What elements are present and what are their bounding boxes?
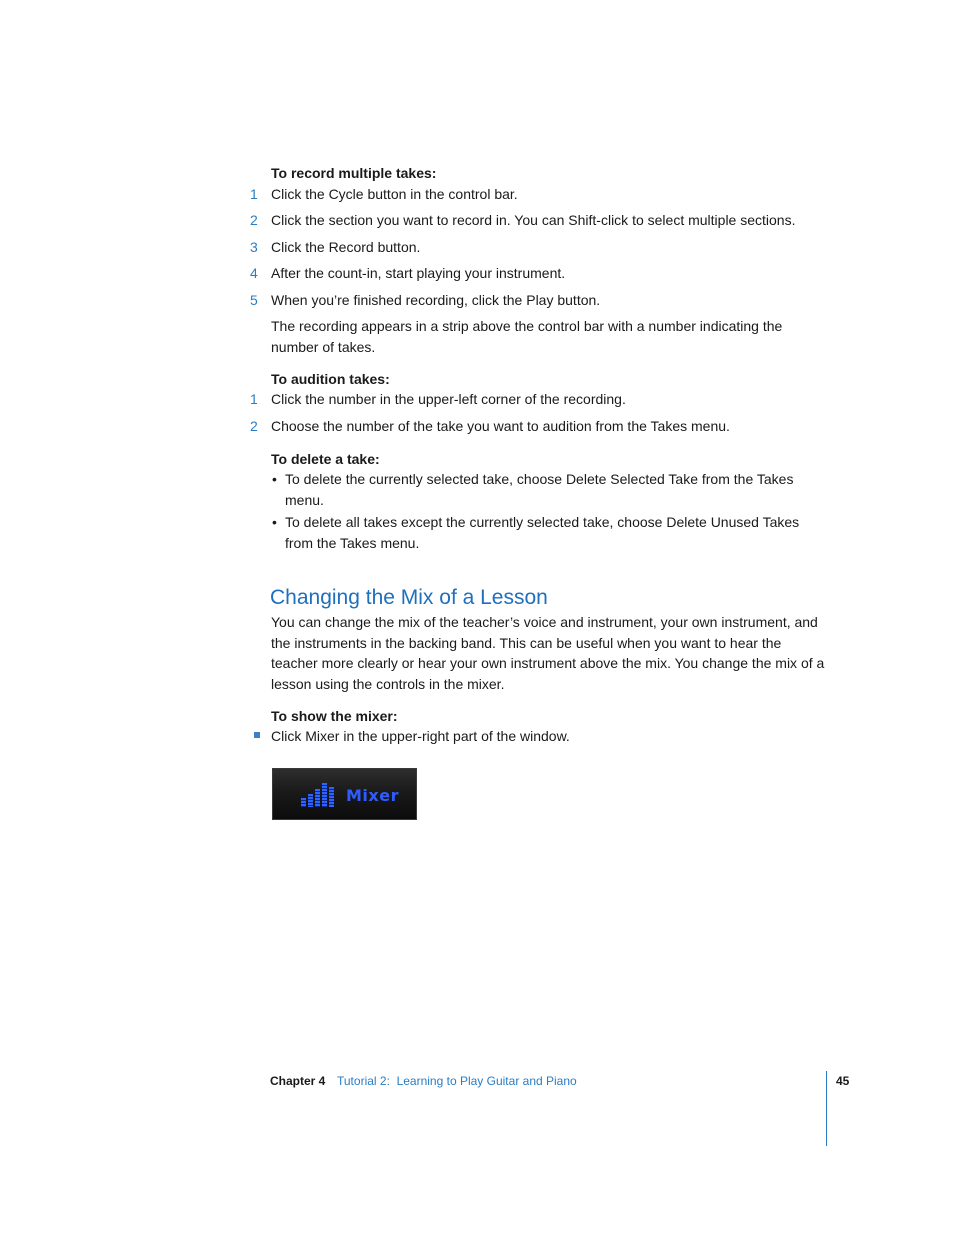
footer-chapter: Chapter 4 (270, 1074, 326, 1088)
bullet-text: To delete the currently selected take, choose Delete Selected Take from the Takes menu. (285, 471, 794, 508)
record-takes-note: The recording appears in a strip above the control bar with a number indicating the number of takes. (271, 318, 783, 355)
step-text: Click the Cycle button in the control bar. (271, 186, 518, 202)
audition-takes-title: To audition takes: (271, 371, 390, 387)
bullet-dot: • (272, 471, 277, 487)
step-text: Click the section you want to record in. You can Shift-click to select multiple sections. (271, 212, 796, 228)
mixer-button-label: Mixer (346, 786, 399, 805)
step-text: Click the Record button. (271, 239, 421, 255)
page-number: 45 (836, 1074, 850, 1088)
record-takes-title: To record multiple takes: (271, 165, 437, 181)
square-bullet-icon (254, 732, 260, 738)
step-number: 3 (250, 239, 258, 255)
footer-divider (826, 1071, 827, 1146)
step-text: Choose the number of the take you want to audition from the Takes menu. (271, 418, 730, 434)
footer-chapter-title: Tutorial 2: Learning to Play Guitar and Piano (337, 1074, 577, 1088)
step-text: After the count-in, start playing your instrument. (271, 265, 566, 281)
step-number: 2 (250, 212, 258, 228)
mixer-button[interactable] (272, 768, 417, 820)
step-number: 1 (250, 186, 258, 202)
delete-take-title: To delete a take: (271, 451, 380, 467)
bullet-text: To delete all takes except the currently selected take, choose Delete Unused Takes from the Takes menu. (285, 514, 800, 551)
step-number: 2 (250, 418, 258, 434)
step-number: 5 (250, 292, 258, 308)
step-text: Click the number in the upper-left corner of the recording. (271, 391, 626, 407)
step-text: When you’re finished recording, click the Play button. (271, 292, 601, 308)
section-heading: Changing the Mix of a Lesson (270, 586, 548, 609)
section-body: You can change the mix of the teacher’s voice and instrument, your own instrument, and the instruments in the backing band. This can be useful when you want to hear the teacher more clearly or hear your own instrument above the mix. You change the mix of a lesson using the controls in the mixer. (271, 614, 825, 692)
step-number: 4 (250, 265, 258, 281)
show-mixer-step: Click Mixer in the upper-right part of the window. (271, 728, 570, 744)
step-number: 1 (250, 391, 258, 407)
equalizer-bars-icon (301, 783, 339, 807)
bullet-dot: • (272, 514, 277, 530)
show-mixer-title: To show the mixer: (271, 708, 398, 724)
